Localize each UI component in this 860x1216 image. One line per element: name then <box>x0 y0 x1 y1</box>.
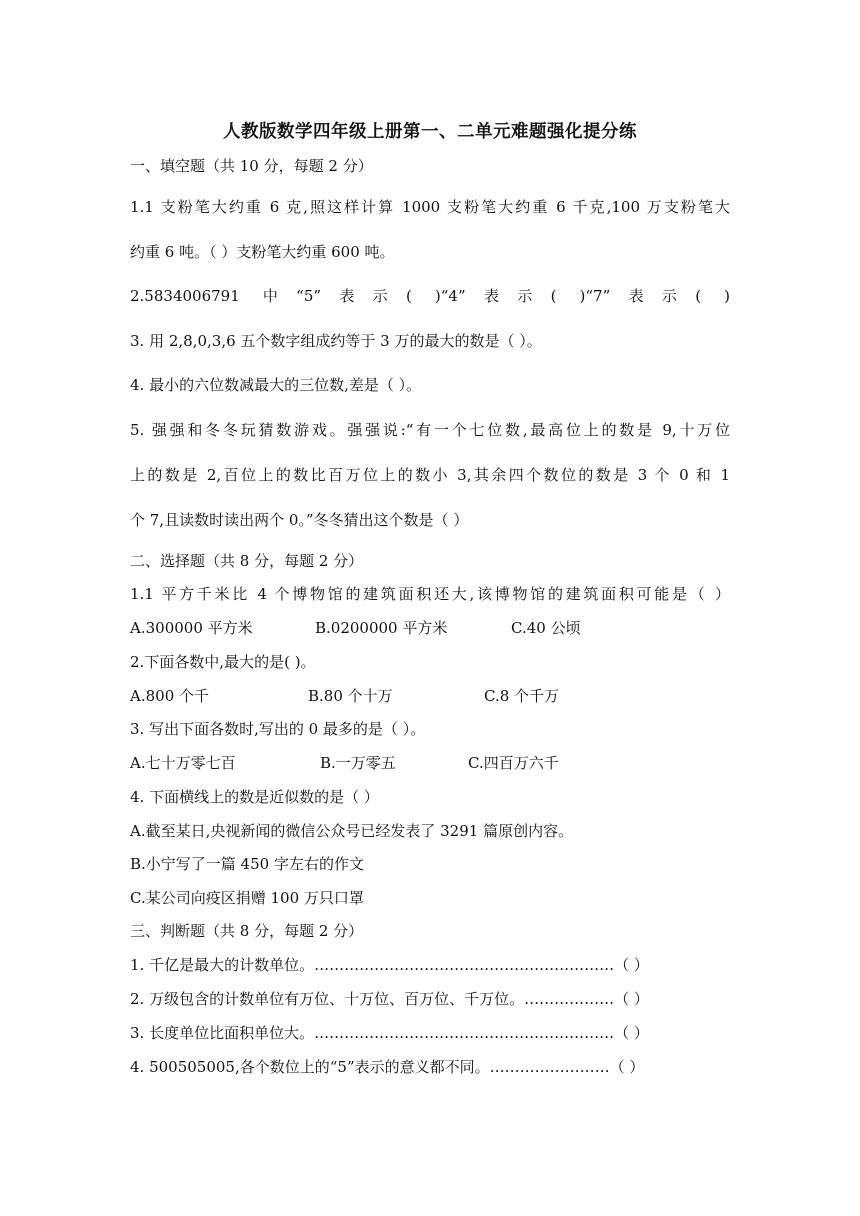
page-title: 人教版数学四年级上册第一、二单元难题强化提分练 <box>223 122 637 142</box>
question-line: 2.下面各数中,最大的是( )。 <box>130 653 316 671</box>
question-line: 3. 长度单位比面积单位大。……………………………………………………（ ） <box>130 1024 649 1042</box>
question-line: 5. 强强和冬冬玩猜数游戏。强强说:“有一个七位数,最高位上的数是 9,十万位 <box>130 421 730 439</box>
question-line: 4. 最小的六位数减最大的三位数,差是（ ）。 <box>130 376 422 394</box>
question-line: 4. 下面横线上的数是近似数的是（ ） <box>130 788 379 806</box>
section-heading-fill-blank: 一、填空题（共 10 分，每题 2 分） <box>130 157 373 175</box>
question-line: 个 7,且读数时读出两个 0。”冬冬猜出这个数是（ ） <box>130 511 469 529</box>
question-line: 3. 用 2,8,0,3,6 五个数字组成约等于 3 万的最大的数是（ ）。 <box>130 332 542 350</box>
option-c: C.8 个千万 <box>484 687 560 705</box>
option-c: C.四百万六千 <box>468 754 559 772</box>
question-line: 2.5834006791 中“5”表示( )“4”表示( )“7”表示( ) <box>130 287 730 305</box>
answer-option-c: C.某公司向疫区捐赠 100 万只口罩 <box>130 889 364 907</box>
question-line: 1. 千亿是最大的计数单位。……………………………………………………（ ） <box>130 956 649 974</box>
question-line: 2. 万级包含的计数单位有万位、十万位、百万位、千万位。………………（ ） <box>130 990 649 1008</box>
question-line: 约重 6 吨。（ ）支粉笔大约重 600 吨。 <box>130 243 395 261</box>
answer-option-a: A.截至某日,央视新闻的微信公众号已经发表了 3291 篇原创内容。 <box>130 822 574 840</box>
question-line: 4. 500505005,各个数位上的“5”表示的意义都不同。……………………（ ） <box>130 1058 645 1076</box>
option-a: A.800 个千 <box>130 687 209 705</box>
answer-option-b: B.小宁写了一篇 450 字左右的作文 <box>130 855 364 873</box>
option-c: C.40 公顷 <box>511 619 581 637</box>
option-a: A.300000 平方米 <box>130 619 253 637</box>
option-a: A.七十万零七百 <box>130 754 236 772</box>
question-line: 上的数是 2,百位上的数比百万位上的数小 3,其余四个数位的数是 3 个 0 和 1 <box>130 466 730 484</box>
question-line: 1.1 支粉笔大约重 6 克,照这样计算 1000 支粉笔大约重 6 千克,100 万支粉笔大 <box>130 198 730 216</box>
option-b: B.80 个十万 <box>308 687 393 705</box>
option-b: B.0200000 平方米 <box>315 619 448 637</box>
option-b: B.一万零五 <box>320 754 396 772</box>
section-heading-choice: 二、选择题（共 8 分，每题 2 分） <box>130 552 364 570</box>
section-heading-judgment: 三、判断题（共 8 分，每题 2 分） <box>130 922 364 940</box>
question-line: 3. 写出下面各数时,写出的 0 最多的是（ ）。 <box>130 720 426 738</box>
question-line: 1.1 平方千米比 4 个博物馆的建筑面积还大,该博物馆的建筑面积可能是（ ） <box>130 585 730 603</box>
